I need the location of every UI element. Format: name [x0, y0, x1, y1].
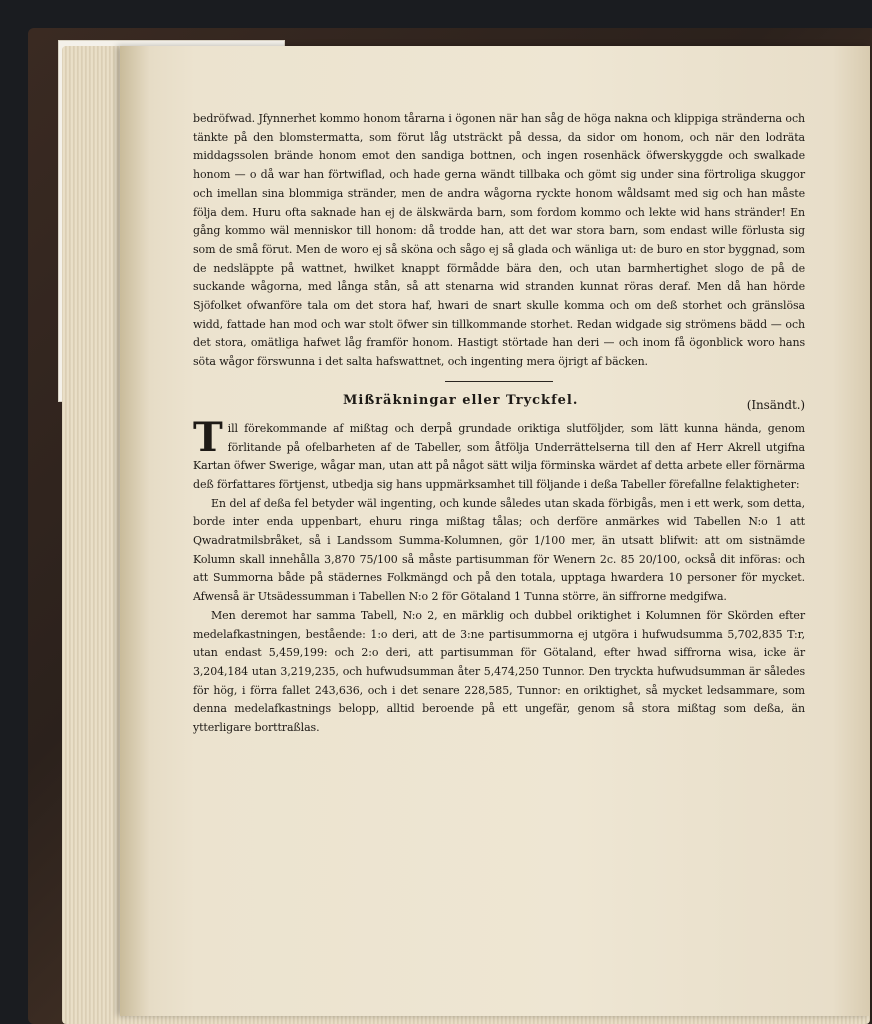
section-heading-row — [193, 392, 805, 414]
paragraph-2-text: ill förekommande af mißtag och derpå grundade oriktiga slutföljder, som lätt kunna hända, genom förlitande på ofelbarheten af de Tabeller, som åtfölja Underrättelserna till den af Herr Akrell utgifna Kartan öfwer Swerige, wågar man, utan att på något sätt wilja förminska wärdet af detta arbete eller förnärma deß författares förtjenst, utbedja sig hans uppmärksamhet till följande i deßa Tabeller förefallne felaktigheter: — [193, 421, 805, 491]
page-text — [193, 110, 805, 738]
sender-note: (Insändt.) — [746, 397, 805, 412]
section-heading: Mißräkningar eller Tryckfel. — [343, 392, 579, 408]
paragraph-2 — [193, 413, 805, 495]
paragraph-4: Men deremot har samma Tabell, N:o 2, en märklig och dubbel oriktighet i Kolumnen för Skörden efter medelafkastningen, bestående: 1:o deri, att de 3:ne partisummorna ej utgöra i hufwudsumma 5,702,835 T:r, utan endast 5,459,199: och 2:o deri, att partisumman för Götaland, efter hwad siffrorna wisa, icke är 3,204,184 utan 3,219,235, och hufwudsumman åter 5,474,250 Tunnor. Den tryckta hufwudsumman är således för hög, i förra fallet 243,636, och i det senare 228,585, Tunnor: en oriktighet, så mycket ledsammare, som denna medelafkastnings belopp, alltid beroende på ett ungefär, genom så stora mißtag som deßa, än ytterligare borttraßlas. — [193, 608, 805, 735]
book-page — [120, 46, 870, 1016]
paragraph-1: bedröfwad. Jfynnerhet kommo honom tårarna i ögonen när han såg de höga nakna och klippiga stränderna och tänkte på den blomstermatta, som förut låg utsträckt på dessa, da sidor om honom, och när den lodräta middagssolen brände honom emot den sandiga bottnen, och ingen rosenhäck öfwerskyggde och swalkade honom — o då war han förtwiflad, och hade gerna wändt tillbaka och gömt sig under sina förtroliga skuggor och imellan sina blommiga stränder, men de andra wågorna ryckte honom wåldsamt med sig och han måste följa dem. Huru ofta saknade han ej de älskwärda barn, som fordom kommo och lekte wid hans stränder! En gång kommo wäl menniskor till honom: då trodde han, att det war stora barn, som endast wille förlusta sig som de små förut. Men de woro ej så sköna och sågo ej så glada och wänliga ut: de buro en stor byggnad, som de nedsläppte på wattnet, hwilket knappt förmådde bära den, och utan barmhertighet slogo de på de suckande wågorna, med långa stån, så att stenarna wid stranden kunnat röras deraf. Men då han hörde Sjöfolket ofwanföre tala om det stora haf, hwari de snart skulle komma och om deß storhet och gränslösa widd, fattade han mod och war stolt öfwer sin tillkommande storhet. Redan widgade sig strömens bädd — och det stora, omätliga hafwet låg framför honom. Hastigt störtade han deri — och inom få ögonblick woro hans söta wågor förswunna i det salta hafswattnet, och ingenting mera öjrigt af bäcken. — [193, 112, 805, 369]
paragraph-3: En del af deßa fel betyder wäl ingenting, och kunde således utan skada förbigås, men i ett werk, som detta, borde inter enda uppenbart, ehuru ringa mißtag tålas; och derföre anmärkes wid Tabellen N:o 1 att Qwadratmilsbråket, så i Landssom Summa-Kolumnen, gör 1/100 mer, än utsatt blifwit: att om sistnämde Kolumn skall innehålla 3,870 75/100 så måste partisumman för Wenern 2c. 85 20/100, också dit införas: och att Summorna både på städernes Folkmängd och på den totala, upptaga hwardera 10 personer för mycket. Afwenså är Utsädessumman i Tabellen N:o 2 för Götaland 1 Tunna större, än siffrorne medgifwa. — [193, 496, 805, 604]
drop-cap: T — [193, 413, 223, 461]
section-divider — [445, 381, 553, 382]
